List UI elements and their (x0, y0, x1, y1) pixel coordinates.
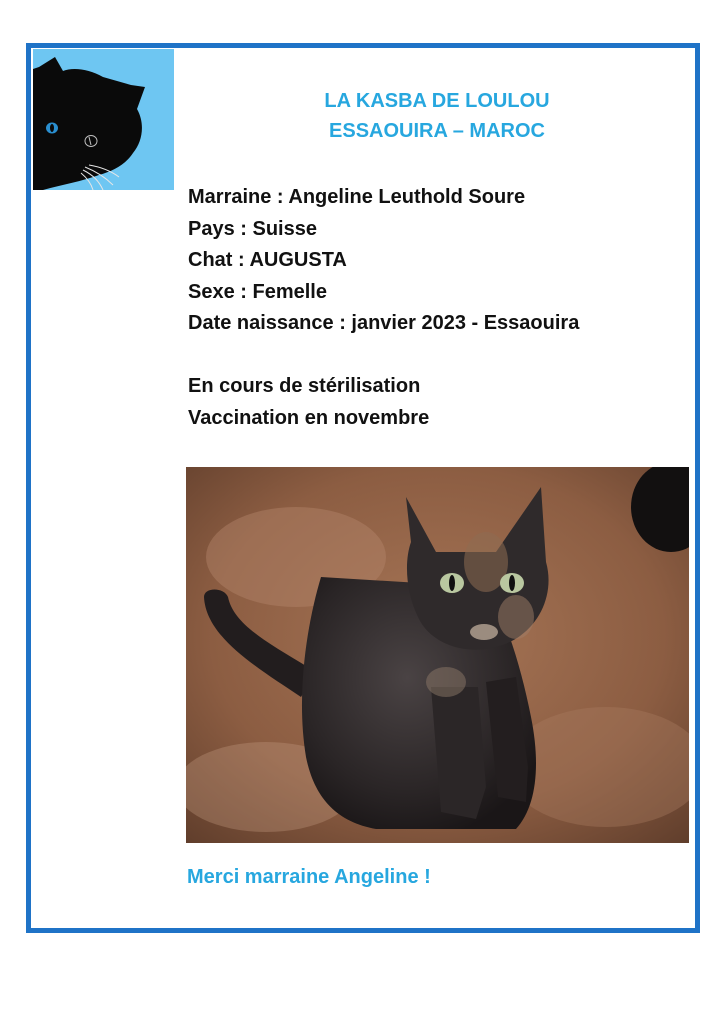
org-name: LA KASBA DE LOULOU (324, 90, 550, 112)
org-location: ESSAOUIRA – MAROC (329, 120, 545, 142)
cat-photo (186, 467, 689, 843)
date-naissance-line: Date naissance : janvier 2023 - Essaouira (188, 312, 580, 334)
sponsorship-details (188, 182, 688, 434)
black-cat-head-icon (33, 49, 174, 190)
pays-line: Pays : Suisse (188, 217, 317, 240)
spacer (188, 340, 688, 372)
chat-line: Chat : AUGUSTA (188, 249, 347, 271)
organization-title (222, 86, 652, 146)
sexe-line: Sexe : Femelle (188, 280, 327, 303)
marraine-line: Marraine : Angeline Leuthold Soure (188, 186, 526, 208)
sterilisation-line: En cours de stérilisation (188, 375, 421, 397)
thanks-message: Merci marraine Angeline ! (187, 866, 431, 888)
vaccination-line: Vaccination en novembre (188, 406, 430, 429)
